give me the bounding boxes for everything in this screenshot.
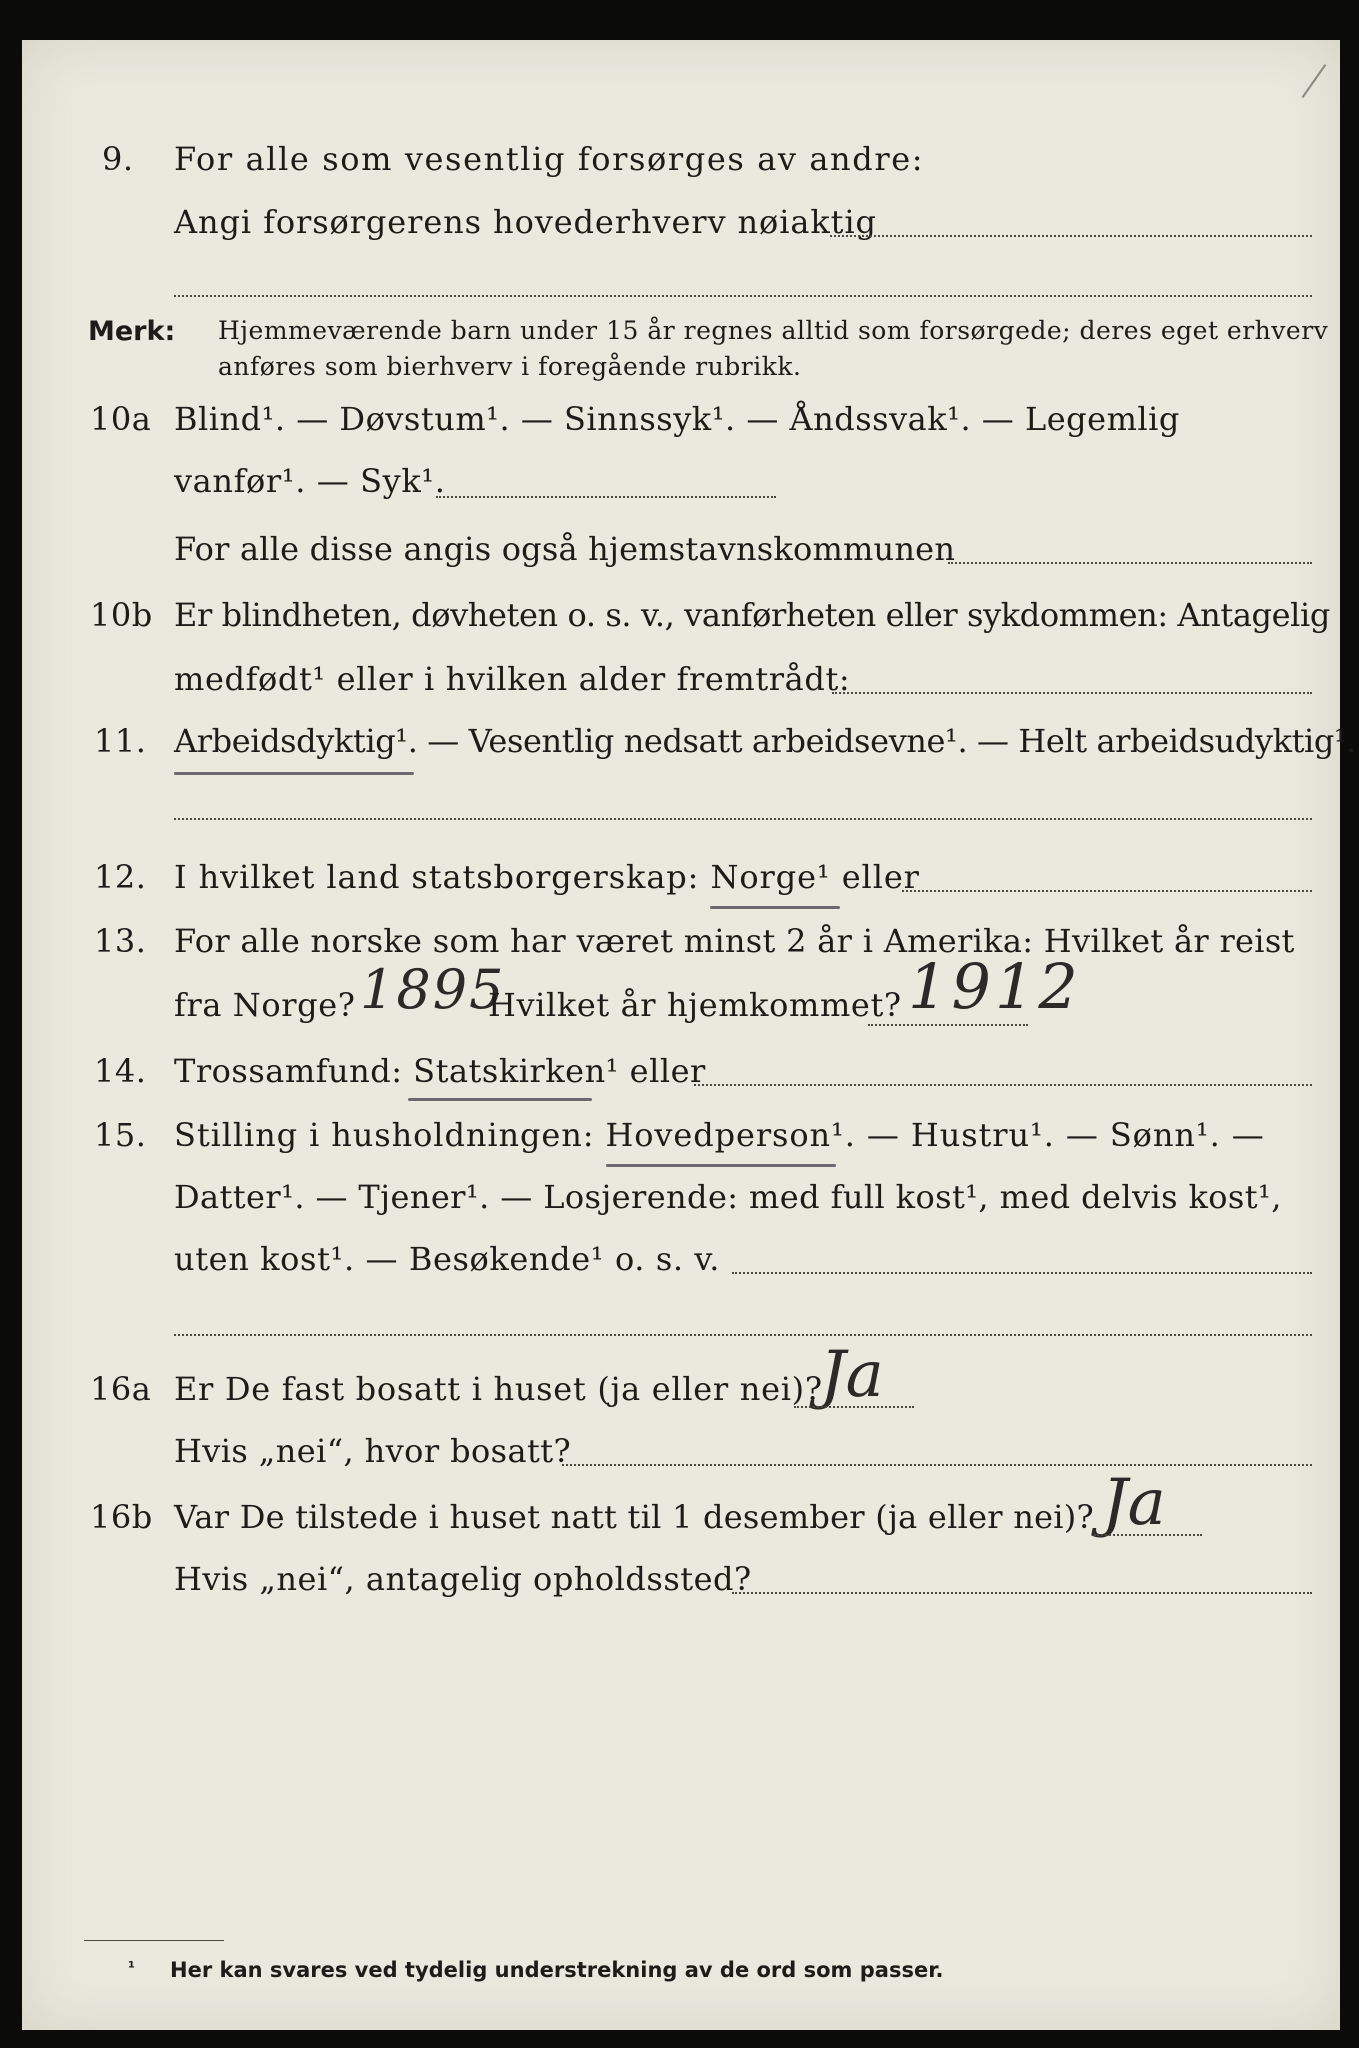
q15-answer-line[interactable]: [732, 1272, 1312, 1274]
q15-line3: uten kost¹. — Besøkende¹ o. s. v.: [174, 1240, 721, 1278]
pencil-mark: [1302, 64, 1327, 98]
q9-line2: Angi forsørgerens hovederhverv nøiaktig: [174, 203, 877, 241]
q15-line2: Datter¹. — Tjener¹. — Losjerende: med full kost¹, med delvis kost¹,: [174, 1178, 1282, 1216]
q11-answer-line[interactable]: [174, 818, 1312, 820]
q14-answer-line[interactable]: [694, 1084, 1312, 1086]
q16a-line2: Hvis „nei“, hvor bosatt?: [174, 1432, 572, 1470]
merk-line2: anføres som bierhverv i foregående rubrikk.: [218, 352, 802, 381]
q10a-line2: vanfør¹. — Syk¹.: [174, 462, 446, 500]
q9-line1: For alle som vesentlig forsørges av andre:: [174, 140, 925, 178]
q16a-bosatt-line[interactable]: [562, 1464, 1312, 1466]
q16a-handwritten-answer: Ja: [820, 1338, 884, 1412]
q11-number: 11.: [94, 722, 147, 760]
q9-answer-line-2[interactable]: [174, 295, 1312, 297]
q16a-answer-line[interactable]: [794, 1406, 914, 1408]
q12-line1: I hvilket land statsborgerskap: Norge¹ eller: [174, 858, 920, 896]
q10a-kommune-line[interactable]: [948, 562, 1312, 564]
q10b-line1: Er blindheten, døvheten o. s. v., vanførheten eller sykdommen: Antagelig: [174, 596, 1330, 634]
q10a-line3: For alle disse angis også hjemstavnskommunen: [174, 530, 956, 568]
q15-line1: Stilling i husholdningen: Hovedperson¹. — Hustru¹. — Sønn¹. —: [174, 1116, 1265, 1154]
q16b-line2: Hvis „nei“, antagelig opholdssted?: [174, 1560, 752, 1598]
q16b-number: 16b: [90, 1498, 153, 1536]
q16a-number: 16a: [90, 1370, 152, 1408]
q10a-syk-line[interactable]: [436, 496, 776, 498]
merk-line1: Hjemmeværende barn under 15 år regnes alltid som forsørgede; deres eget erhverv: [218, 316, 1329, 345]
q15-answer-underline: [606, 1164, 836, 1167]
q14-number: 14.: [94, 1052, 147, 1090]
q14-line1: Trossamfund: Statskirken¹ eller: [174, 1052, 706, 1090]
q10b-answer-line[interactable]: [832, 692, 1312, 694]
q13-year-returned: 1912: [908, 950, 1082, 1023]
q13-line2b: Hvilket år hjemkommet?: [488, 986, 902, 1024]
q9-number: 9.: [102, 140, 134, 178]
q15-number: 15.: [94, 1116, 147, 1154]
q9-answer-line[interactable]: [830, 235, 1312, 237]
q10a-number: 10a: [90, 400, 152, 438]
q16b-line1: Var De tilstede i huset natt til 1 desember (ja eller nei)?: [174, 1498, 1094, 1536]
q11-answer-underline: [174, 772, 414, 775]
q12-number: 12.: [94, 858, 147, 896]
footnote-divider: [84, 1940, 224, 1941]
q16b-handwritten-answer: Ja: [1102, 1466, 1166, 1540]
merk-label: Merk:: [88, 316, 176, 347]
q16a-line1: Er De fast bosatt i huset (ja eller nei)?: [174, 1370, 823, 1408]
q16b-opholdssted-line[interactable]: [732, 1592, 1312, 1594]
q10b-line2: medfødt¹ eller i hvilken alder fremtrådt:: [174, 660, 851, 698]
q16b-answer-line[interactable]: [1094, 1534, 1202, 1536]
q10b-number: 10b: [90, 596, 153, 634]
q11-line1: Arbeidsdyktig¹. — Vesentlig nedsatt arbeidsevne¹. — Helt arbeidsudyktig¹.: [174, 722, 1357, 760]
q13-number: 13.: [94, 922, 147, 960]
q15-answer-line-2[interactable]: [174, 1334, 1312, 1336]
q13-line2a: fra Norge?: [174, 986, 356, 1024]
q12-answer-underline: [710, 906, 840, 909]
q13-answer-line[interactable]: [868, 1024, 1028, 1026]
footnote-text: Her kan svares ved tydelig understrekning av de ord som passer.: [170, 1958, 944, 1982]
q10a-line1: Blind¹. — Døvstum¹. — Sinnssyk¹. — Åndssvak¹. — Legemlig: [174, 400, 1180, 438]
q13-line1: For alle norske som har været minst 2 år i Amerika: Hvilket år reist: [174, 922, 1295, 960]
q14-answer-underline: [408, 1098, 592, 1101]
q12-answer-line[interactable]: [902, 890, 1312, 892]
q13-year-left: 1895: [360, 958, 506, 1021]
census-form-page: [22, 40, 1357, 2030]
footnote-mark: ¹: [128, 1958, 136, 1977]
